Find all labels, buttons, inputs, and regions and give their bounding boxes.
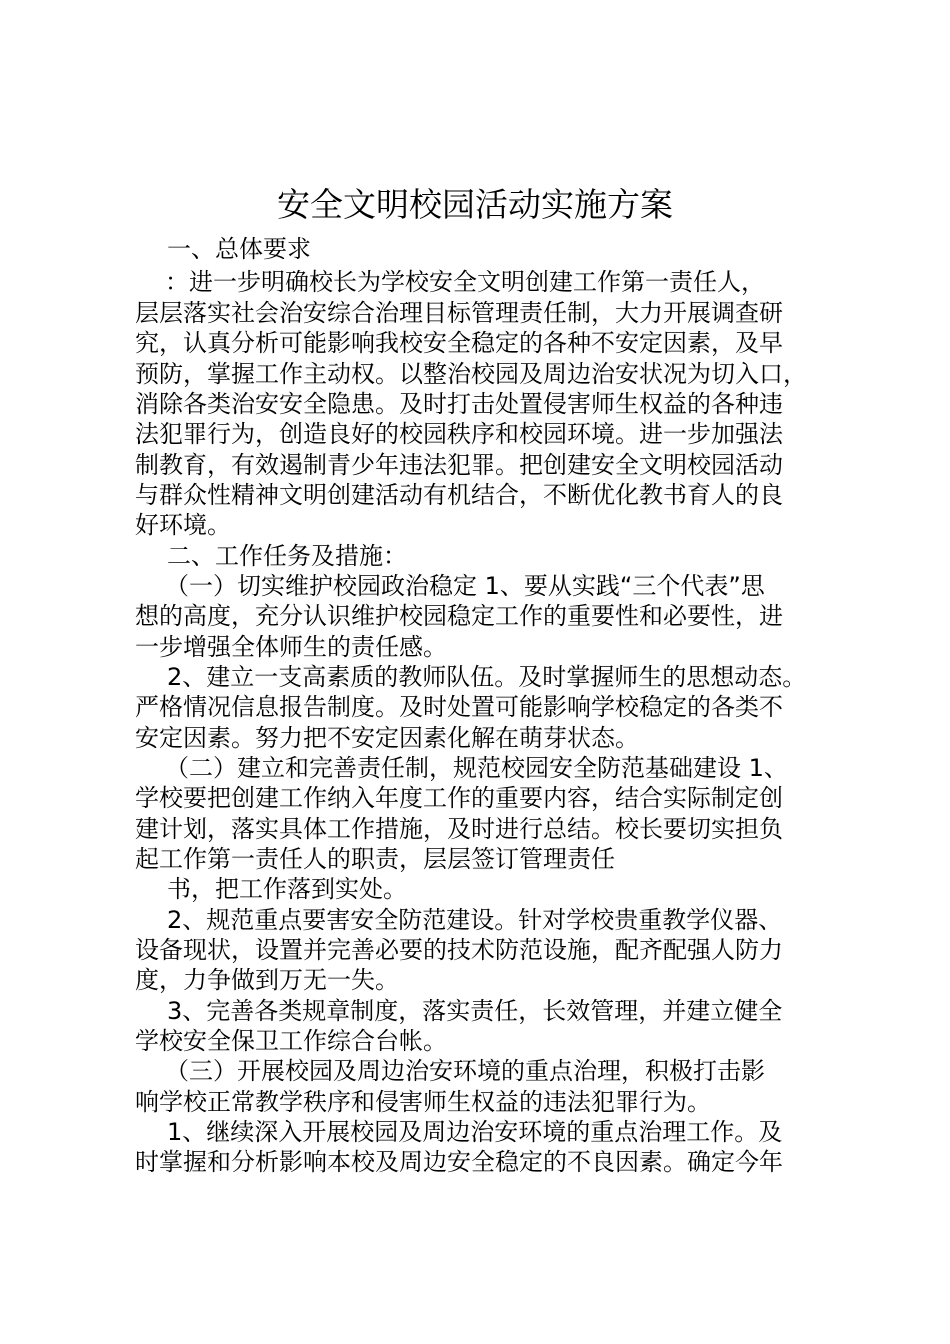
- paragraph-line: 想的高度，充分认识维护校园稳定工作的重要性和必要性，进: [135, 602, 783, 630]
- paragraph-line: 2、建立一支高素质的教师队伍。及时掌握师生的思想动态。: [167, 663, 807, 691]
- paragraph-line: 时掌握和分析影响本校及周边安全稳定的不良因素。确定今年: [135, 1148, 783, 1176]
- paragraph-line: 书，把工作落到实处。: [167, 875, 407, 903]
- paragraph-line: 设备现状，设置并完善必要的技术防范设施，配齐配强人防力: [135, 936, 783, 964]
- paragraph-line: 3、完善各类规章制度，落实责任，长效管理，并建立健全: [167, 997, 783, 1025]
- paragraph-line: ：进一步明确校长为学校安全文明创建工作第一责任人，: [165, 268, 765, 296]
- paragraph-line: 法犯罪行为，创造良好的校园秩序和校园环境。进一步加强法: [135, 420, 783, 448]
- paragraph-line: 2、规范重点要害安全防范建设。针对学校贵重教学仪器、: [167, 906, 783, 934]
- paragraph-line: （三）开展校园及周边治安环境的重点治理，积极打击影: [165, 1057, 765, 1085]
- paragraph-line: 究，认真分析可能影响我校安全稳定的各种不安定因素，及早: [135, 329, 783, 357]
- section-heading: 二、工作任务及措施：: [167, 542, 407, 570]
- paragraph-line: 严格情况信息报告制度。及时处置可能影响学校稳定的各类不: [135, 693, 783, 721]
- paragraph-line: 学校要把创建工作纳入年度工作的重要内容，结合实际制定创: [135, 784, 783, 812]
- paragraph-line: 制教育，有效遏制青少年违法犯罪。把创建安全文明校园活动: [135, 451, 783, 479]
- paragraph-line: 度，力争做到万无一失。: [135, 966, 399, 994]
- paragraph-line: 与群众性精神文明创建活动有机结合，不断优化教书育人的良: [135, 481, 783, 509]
- document-title: 安全文明校园活动实施方案: [277, 185, 673, 224]
- paragraph-line: （一）切实维护校园政治稳定 1、要从实践“三个代表”思: [165, 572, 765, 600]
- paragraph-line: 层层落实社会治安综合治理目标管理责任制，大力开展调查研: [135, 299, 783, 327]
- paragraph-line: 一步增强全体师生的责任感。: [135, 633, 447, 661]
- paragraph-line: 消除各类治安安全隐患。及时打击处置侵害师生权益的各种违: [135, 390, 783, 418]
- paragraph-line: 学校安全保卫工作综合台帐。: [135, 1027, 447, 1055]
- paragraph-line: 预防，掌握工作主动权。以整治校园及周边治安状况为切入口，: [135, 360, 807, 388]
- section-heading: 一、总体要求: [167, 235, 311, 263]
- paragraph-line: 安定因素。努力把不安定因素化解在萌芽状态。: [135, 724, 639, 752]
- paragraph-line: 响学校正常教学秩序和侵害师生权益的违法犯罪行为。: [135, 1088, 711, 1116]
- paragraph-line: （二）建立和完善责任制，规范校园安全防范基础建设 1、: [165, 754, 788, 782]
- paragraph-line: 建计划，落实具体工作措施，及时进行总结。校长要切实担负: [135, 815, 783, 843]
- paragraph-line: 好环境。: [135, 511, 231, 539]
- paragraph-line: 起工作第一责任人的职责，层层签订管理责任: [135, 845, 615, 873]
- paragraph-line: 1、继续深入开展校园及周边治安环境的重点治理工作。及: [167, 1118, 783, 1146]
